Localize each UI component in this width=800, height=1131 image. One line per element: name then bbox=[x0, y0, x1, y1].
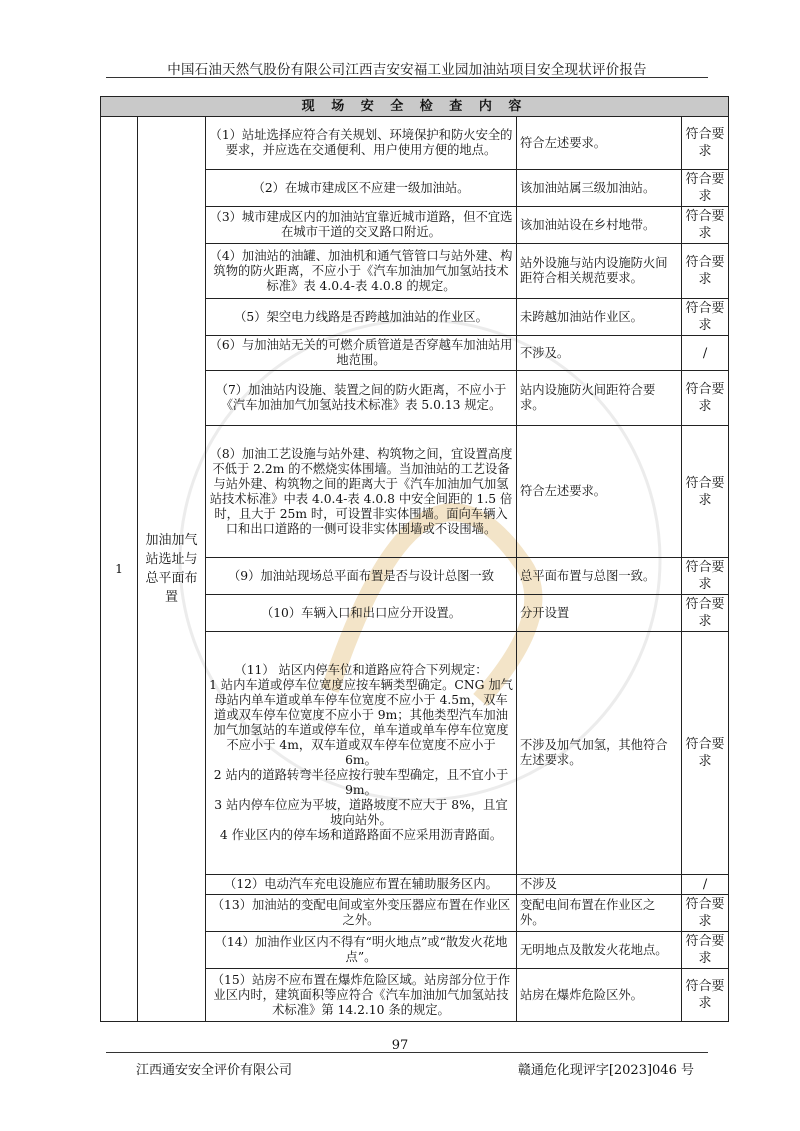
check-item: （6）与加油站无关的可燃介质管道是否穿越车加油站用地范围。 bbox=[206, 336, 517, 371]
table-title-row bbox=[101, 97, 729, 117]
result-cell: 符合要求 bbox=[682, 371, 729, 426]
check-item: （12）电动汽车充电设施应布置在辅助服务区内。 bbox=[206, 875, 517, 895]
evaluation-cell: 站外设施与站内设施防火间距符合相关规范要求。 bbox=[517, 244, 682, 299]
evaluation-cell: 不涉及加气加氢，其他符合左述要求。 bbox=[517, 632, 682, 875]
check-item: （15）站房不应布置在爆炸危险区域。站房部分位于作业区内时，建筑面积等应符合《汽车加油加气加氢站技术标准》第 14.2.10 条的规定。 bbox=[206, 969, 517, 1022]
check-item-line: 1 站内车道或停车位宽度应按车辆类型确定。CNG 加气母站内单车道或单车停车位宽度不应小于 4.5m，双车道或双车停车位宽度不应小于 9m；其他类型汽车加油加气加氢站的车道或停车位，单车道或单车停车位宽度不应小于 4m，双车道或双车停车位宽度不应小于 6m。 bbox=[209, 678, 513, 767]
check-item: （9）加油站现场总平面布置是否与设计总图一致 bbox=[206, 558, 517, 595]
group-topic: 加油加气站选址与总平面布置 bbox=[138, 117, 206, 1022]
result-cell: 符合要求 bbox=[682, 426, 729, 558]
inspection-table bbox=[100, 96, 729, 1022]
evaluation-cell: 变配电间布置在作业区之外。 bbox=[517, 895, 682, 932]
result-cell: 符合要求 bbox=[682, 207, 729, 244]
check-item: （13）加油站的变配电间或室外变压器应布置在作业区之外。 bbox=[206, 895, 517, 932]
check-item-line: 3 站内停车位应为平坡，道路坡度不应大于 8%，且宜坡向站外。 bbox=[214, 798, 508, 827]
header-divider bbox=[106, 77, 708, 78]
evaluation-cell: 总平面布置与总图一致。 bbox=[517, 558, 682, 595]
result-cell: 符合要求 bbox=[682, 632, 729, 875]
check-item: （1）站址选择应符合有关规划、环境保护和防火安全的要求，并应选在交通便利、用户使用方便的地点。 bbox=[206, 117, 517, 170]
check-item: （7）加油站内设施、装置之间的防火距离，不应小于《汽车加油加气加氢站技术标准》表 5.0.13 规定。 bbox=[206, 371, 517, 426]
result-cell: / bbox=[682, 875, 729, 895]
result-cell: 符合要求 bbox=[682, 117, 729, 170]
evaluation-cell: 未跨越加油站作业区。 bbox=[517, 299, 682, 336]
result-cell: 符合要求 bbox=[682, 895, 729, 932]
check-item: （8）加油工艺设施与站外建、构筑物之间，宜设置高度不低于 2.2m 的不燃烧实体围墙。当加油站的工艺设备与站外建、构筑物之间的距离大于《汽车加油加气加氢站技术标准》中表 4.0.4-表 4.0.8 中安全间距的 1.5 倍时，且大于 25m 时，可设置非实体围墙。面向车辆入口和出口道路的一侧可设非实体围墙或不设围墙。 bbox=[206, 426, 517, 558]
check-item: （3）城市建成区内的加油站宜靠近城市道路，但不宜选在城市干道的交叉路口附近。 bbox=[206, 207, 517, 244]
result-cell: 符合要求 bbox=[682, 299, 729, 336]
result-cell: 符合要求 bbox=[682, 558, 729, 595]
evaluation-cell: 无明地点及散发火花地点。 bbox=[517, 932, 682, 969]
evaluation-cell: 分开设置 bbox=[517, 595, 682, 632]
result-cell: 符合要求 bbox=[682, 595, 729, 632]
check-item: （4）加油站的油罐、加油机和通气管管口与站外建、构筑物的防火距离，不应小于《汽车加油加气加氢站技术标准》表 4.0.4-表 4.0.8 的规定。 bbox=[206, 244, 517, 299]
evaluation-cell: 不涉及 bbox=[517, 875, 682, 895]
result-cell: 符合要求 bbox=[682, 244, 729, 299]
check-item-line: （11） 站区内停车位和道路应符合下列规定： bbox=[234, 663, 488, 677]
table-row bbox=[101, 117, 729, 170]
check-item bbox=[206, 632, 517, 875]
evaluation-cell: 站内设施防火间距符合要求。 bbox=[517, 371, 682, 426]
footer-doc-number: 赣通危化现评字[2023]046 号 bbox=[517, 1063, 694, 1078]
footer-company: 江西通安安全评价有限公司 bbox=[136, 1063, 293, 1078]
evaluation-cell: 站房在爆炸危险区外。 bbox=[517, 969, 682, 1022]
result-cell: 符合要求 bbox=[682, 969, 729, 1022]
evaluation-cell: 该加油站属三级加油站。 bbox=[517, 170, 682, 207]
evaluation-cell: 不涉及。 bbox=[517, 336, 682, 371]
evaluation-cell: 该加油站设在乡村地带。 bbox=[517, 207, 682, 244]
check-item-line: 4 作业区内的停车场和道路路面不应采用沥青路面。 bbox=[219, 828, 503, 842]
result-cell: 符合要求 bbox=[682, 932, 729, 969]
page-header-title: 中国石油天然气股份有限公司江西吉安安福工业园加油站项目安全现状评价报告 bbox=[167, 62, 647, 78]
footer-divider bbox=[106, 1052, 708, 1053]
check-item: （10）车辆入口和出口应分开设置。 bbox=[206, 595, 517, 632]
result-cell: / bbox=[682, 336, 729, 371]
check-item: （14）加油作业区内不得有“明火地点”或“散发火花地点”。 bbox=[206, 932, 517, 969]
check-item-line: 2 站内的道路转弯半径应按行驶车型确定，且不宜小于 9m。 bbox=[213, 768, 509, 797]
table-title: 现 场 安 全 检 查 内 容 bbox=[101, 97, 729, 117]
result-cell: 符合要求 bbox=[682, 170, 729, 207]
check-item: （2）在城市建成区不应建一级加油站。 bbox=[206, 170, 517, 207]
group-number: 1 bbox=[101, 117, 138, 1022]
evaluation-cell: 符合左述要求。 bbox=[517, 426, 682, 558]
check-item: （5）架空电力线路是否跨越加油站的作业区。 bbox=[206, 299, 517, 336]
evaluation-cell: 符合左述要求。 bbox=[517, 117, 682, 170]
page-number: 97 bbox=[391, 1038, 409, 1053]
